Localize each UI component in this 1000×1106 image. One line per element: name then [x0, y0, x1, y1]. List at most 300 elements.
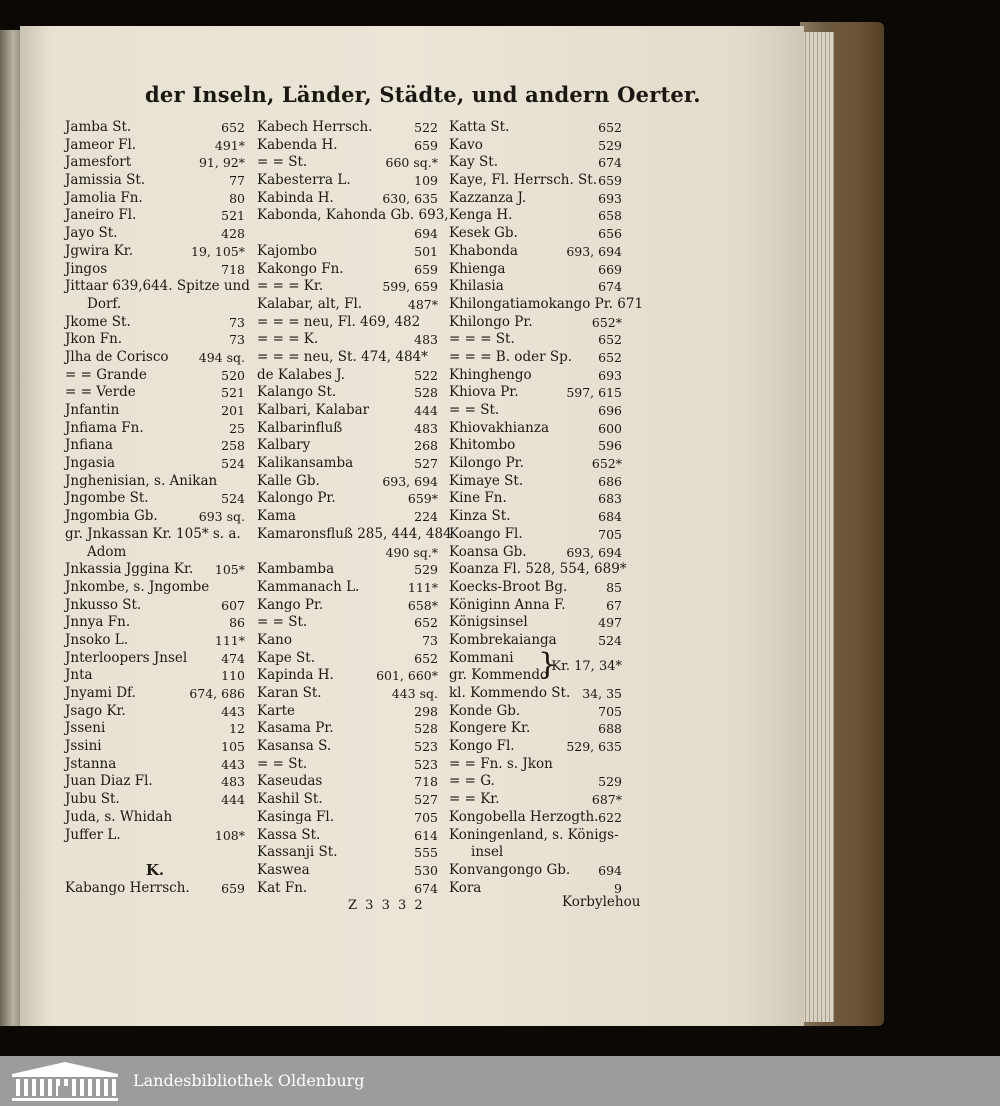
entry-page-ref: 524 [598, 632, 622, 648]
entry-term: Kombrekaianga [449, 631, 557, 648]
index-entry [65, 526, 245, 544]
index-entry [257, 827, 438, 845]
index-entry [65, 544, 245, 562]
index-entry [449, 314, 622, 332]
entry-term: Kashil St. [257, 791, 323, 808]
entry-page-ref: 444 [221, 792, 245, 808]
entry-term: Kano [257, 631, 292, 648]
entry-term: Kasama Pr. [257, 720, 334, 737]
index-entry [65, 331, 245, 349]
entry-term: Kazzanza J. [449, 189, 527, 206]
index-entry [449, 720, 622, 738]
index-entry [257, 508, 438, 526]
entry-term: Jnsoko L. [65, 631, 129, 648]
index-entry [449, 190, 622, 208]
index-entry [449, 632, 622, 650]
index-entry [257, 490, 438, 508]
index-entry [65, 738, 245, 756]
entry-page-ref: 652* [591, 314, 622, 330]
entry-term: Khiovakhianza [449, 419, 549, 436]
index-entry [65, 809, 245, 827]
entry-page-ref: 693, 694 [566, 243, 622, 259]
index-entry [257, 844, 438, 862]
entry-page-ref: 523 [414, 739, 438, 755]
library-building-icon[interactable] [8, 1060, 122, 1102]
entry-term: Kamaronsfluß 285, 444, 484 [257, 525, 452, 542]
index-entry [449, 261, 622, 279]
entry-term: Koango Fl. [449, 525, 523, 542]
entry-term: Jlha de Corisco [65, 348, 169, 365]
entry-page-ref: 73 [229, 332, 245, 348]
index-entry [449, 295, 644, 314]
entry-term: Kalbary [257, 437, 311, 454]
entry-term: Kora [449, 879, 482, 896]
entry-page-ref: 693 [598, 367, 622, 383]
entry-term: Kenga H. [449, 207, 513, 224]
entry-page-ref: 527 [414, 792, 438, 808]
index-entry [65, 207, 245, 225]
entry-term: Jingos [65, 260, 108, 277]
index-entry [257, 331, 438, 349]
entry-term: Kammanach L. [257, 578, 360, 595]
entry-term: = = = neu, St. 474, 484* [257, 348, 428, 365]
entry-term: Jnfiama Fn. [65, 419, 144, 436]
entry-page-ref: 105 [221, 739, 245, 755]
entry-page-ref: 73 [229, 314, 245, 330]
index-entry [65, 420, 245, 438]
index-entry [257, 384, 438, 402]
entry-page-ref: 600 [598, 420, 622, 436]
library-name[interactable]: Landesbibliothek Oldenburg [133, 1071, 365, 1090]
index-column-2 [257, 119, 452, 897]
entry-term: Kalbarinfluß [257, 419, 343, 436]
index-entry [257, 455, 438, 473]
index-entry [449, 172, 622, 190]
index-entry [65, 773, 245, 791]
entry-page-ref: 67 [606, 597, 622, 613]
index-entry [257, 402, 438, 420]
entry-page-ref: 86 [229, 615, 245, 631]
index-entry [449, 508, 622, 526]
index-entry [65, 703, 245, 721]
index-entry [257, 225, 438, 243]
entry-page-ref: 652 [598, 120, 622, 135]
entry-term: Kongere Kr. [449, 720, 531, 737]
entry-term: Kaseudas [257, 773, 323, 790]
entry-page-ref: 652 [221, 120, 245, 135]
entry-page-ref: 658* [407, 597, 438, 613]
index-entry [449, 437, 622, 455]
entry-page-ref: 674 [598, 279, 622, 295]
index-entry [65, 614, 245, 632]
index-entry [449, 455, 622, 473]
index-entry [65, 667, 245, 685]
entry-term: Jsago Kr. [65, 702, 126, 719]
entry-term: Jngombia Gb. [65, 508, 158, 525]
index-column-1 [65, 119, 250, 897]
entry-page-ref: 688 [598, 721, 622, 737]
entry-term: Kalbari, Kalabar [257, 402, 370, 418]
entry-term: Koecks-Broot Bg. [449, 578, 568, 595]
entry-page-ref: 693, 694 [566, 544, 622, 560]
entry-term: Kalongo Pr. [257, 490, 336, 507]
entry-page-ref: 718 [221, 261, 245, 277]
entry-term: = = Verde [65, 384, 136, 401]
entry-page-ref: 601, 660* [376, 668, 438, 684]
entry-page-ref: 474 [221, 650, 245, 666]
entry-term: Jnterloopers Jnsel [65, 649, 188, 666]
index-entry [65, 349, 245, 367]
entry-page-ref: 694 [414, 226, 438, 242]
entry-page-ref: 111* [407, 579, 438, 595]
entry-page-ref: 110 [221, 668, 245, 684]
index-entry [449, 331, 622, 349]
entry-page-ref: 73 [422, 632, 438, 648]
entry-term: gr. Jnkassan Kr. 105* s. a. [65, 525, 241, 542]
index-entry [65, 367, 245, 385]
index-entry [257, 314, 438, 332]
entry-page-ref: 111* [214, 632, 245, 648]
entry-page-ref: 428 [221, 226, 245, 242]
entry-term: Königsinsel [449, 614, 528, 631]
entry-term: Kasinga Fl. [257, 808, 335, 825]
index-entry [257, 420, 438, 438]
index-entry [449, 402, 622, 420]
entry-term: = = = B. oder Sp. [449, 348, 572, 365]
entry-page-ref: 258 [221, 438, 245, 454]
entry-term: Kavo [449, 136, 483, 153]
entry-page-ref: 652 [414, 615, 438, 631]
entry-term: Jubu St. [65, 791, 120, 808]
index-entry [449, 773, 622, 791]
entry-page-ref: 521 [221, 208, 245, 224]
entry-page-ref: 684 [598, 509, 622, 525]
entry-page-ref: 524 [221, 456, 245, 472]
index-entry [449, 844, 622, 862]
index-entry [449, 384, 622, 402]
entry-page-ref: 652 [598, 349, 622, 365]
entry-page-ref: 105* [214, 562, 245, 578]
signature-mark: Z 3 3 3 2 [348, 898, 425, 913]
entry-page-ref: 522 [414, 367, 438, 383]
entry-page-ref: 524 [221, 491, 245, 507]
index-entry [65, 384, 245, 402]
entry-page-ref: 12 [229, 721, 245, 737]
entry-term: Khabonda [449, 242, 518, 259]
entry-page-ref: 528 [414, 385, 438, 401]
entry-page-ref: 224 [414, 509, 438, 525]
entry-page-ref: 268 [414, 438, 438, 454]
index-entry [65, 597, 245, 615]
entry-page-ref: 630, 635 [382, 190, 438, 206]
index-entry [65, 862, 245, 880]
entry-term: Khilasia [449, 278, 504, 295]
entry-term: Kapinda H. [257, 667, 334, 684]
index-entry [449, 119, 622, 137]
entry-page-ref: 487* [407, 296, 438, 312]
entry-page-ref: 490 sq.* [385, 544, 438, 560]
entry-page-ref: 652 [414, 650, 438, 666]
index-entry [257, 154, 438, 172]
entry-term: Kesek Gb. [449, 225, 518, 242]
entry-term: Kine Fn. [449, 490, 507, 507]
index-entry [257, 190, 438, 208]
index-entry [257, 614, 438, 632]
brace-term-2: gr. Kommendo [449, 667, 549, 684]
index-entry [65, 632, 245, 650]
index-entry [65, 243, 245, 261]
entry-page-ref: 522 [414, 120, 438, 135]
index-entry [449, 791, 622, 809]
entry-term: Adom [87, 543, 127, 560]
entry-term: Jnnya Fn. [65, 614, 131, 631]
entry-page-ref: 527 [414, 456, 438, 472]
index-entry [257, 349, 438, 367]
index-entry [257, 773, 438, 791]
index-entry [65, 455, 245, 473]
entry-page-ref: 705 [598, 526, 622, 542]
entry-term: Juffer L. [65, 826, 121, 843]
entry-term: Kambamba [257, 561, 335, 578]
entry-term: Khinghengo [449, 366, 532, 383]
entry-page-ref: 483 [414, 420, 438, 436]
index-entry [65, 720, 245, 738]
index-entry [449, 827, 622, 845]
entry-page-ref: 483 [221, 774, 245, 790]
brace-page-ref: Kr. 17, 34* [551, 658, 622, 674]
index-entry [257, 862, 438, 880]
index-entry [257, 119, 438, 137]
entry-page-ref: 529 [414, 562, 438, 578]
entry-term: Kongo Fl. [449, 738, 515, 755]
index-entry [257, 544, 438, 562]
index-entry [449, 367, 622, 385]
entry-page-ref: 201 [221, 403, 245, 418]
entry-page-ref: 530 [414, 862, 438, 878]
index-entry [65, 172, 245, 190]
entry-page-ref: 529 [598, 137, 622, 153]
index-entry [257, 650, 438, 668]
entry-term: Karte [257, 702, 296, 719]
entry-page-ref: 491* [214, 137, 245, 153]
entry-term: Jkome St. [65, 313, 131, 330]
entry-term: = = G. [449, 773, 495, 790]
entry-term: Koanza Fl. 528, 554, 689* [449, 561, 627, 578]
entry-page-ref: 109 [414, 173, 438, 189]
entry-term: Jngombe St. [65, 490, 149, 507]
entry-term: insel [471, 844, 504, 861]
entry-page-ref: 599, 659 [382, 279, 438, 295]
index-entry [65, 278, 250, 296]
entry-page-ref: 614 [414, 827, 438, 843]
entry-term: Kabenda H. [257, 136, 338, 153]
entry-page-ref: 696 [598, 403, 622, 418]
entry-page-ref: 607 [221, 597, 245, 613]
entry-term: Kasansa S. [257, 738, 332, 755]
entry-term: = = = neu, Fl. 469, 482 [257, 313, 421, 330]
brace-term-1: Kommani [449, 649, 514, 666]
index-entry [257, 207, 449, 225]
entry-term: Jsseni [65, 720, 106, 737]
entry-term: Jgwira Kr. [65, 242, 134, 259]
entry-page-ref: 494 sq. [198, 349, 245, 365]
index-entry [65, 791, 245, 809]
entry-term: de Kalabes J. [257, 366, 345, 383]
entry-page-ref: 497 [598, 615, 622, 631]
entry-term: Konde Gb. [449, 702, 521, 719]
entry-page-ref: 77 [229, 173, 245, 189]
index-entry [449, 137, 622, 155]
index-entry [65, 880, 245, 898]
index-entry [257, 243, 438, 261]
entry-term: Koningenland, s. Königs- [449, 826, 619, 843]
entry-term: Kakongo Fn. [257, 260, 344, 277]
entry-term: Jstanna [65, 755, 117, 772]
entry-term: Jkon Fn. [65, 331, 123, 348]
index-entry [257, 756, 438, 774]
index-entry [449, 579, 622, 597]
index-entry [257, 685, 438, 703]
index-entry [449, 544, 622, 562]
entry-page-ref: 659 [598, 173, 622, 189]
entry-page-ref: 705 [414, 809, 438, 825]
index-entry [65, 137, 245, 155]
entry-page-ref: 9 [614, 880, 622, 896]
entry-term: Jittaar 639,644. Spitze und [65, 278, 250, 295]
catchword: Korbylehou [562, 894, 641, 910]
entry-page-ref: 674, 686 [189, 686, 245, 701]
entry-page-ref: 669 [598, 261, 622, 277]
entry-term: Kape St. [257, 649, 316, 666]
index-entry [65, 844, 245, 862]
entry-page-ref: 80 [229, 190, 245, 206]
index-entry [65, 561, 245, 579]
entry-page-ref: 19, 105* [191, 243, 245, 259]
index-entry [257, 437, 438, 455]
entry-page-ref: 528 [414, 721, 438, 737]
index-entry [65, 437, 245, 455]
entry-term: Kabech Herrsch. [257, 119, 373, 135]
entry-term: Juan Diaz Fl. [65, 773, 153, 790]
entry-term: Jnta [65, 667, 93, 684]
entry-page-ref: 693, 694 [382, 473, 438, 489]
index-entry [449, 243, 622, 261]
index-entry [449, 703, 622, 721]
entry-page-ref: 298 [414, 703, 438, 719]
index-entry [257, 172, 438, 190]
entry-page-ref: 694 [598, 862, 622, 878]
entry-term: = = = K. [257, 331, 319, 348]
index-entry [65, 579, 245, 597]
entry-term: Khilongatiamokango Pr. 671 [449, 295, 644, 312]
entry-term: = = St. [449, 402, 500, 418]
index-entry [65, 119, 245, 137]
entry-term: = = Fn. s. Jkon [449, 755, 553, 772]
index-entry [449, 473, 622, 491]
index-entry [257, 809, 438, 827]
index-entry [257, 367, 438, 385]
index-entry [449, 420, 622, 438]
entry-term: Kajombo [257, 242, 318, 259]
entry-term: Jnkombe, s. Jngombe [65, 578, 210, 595]
entry-page-ref: 658 [598, 208, 622, 224]
entry-term: Kabesterra L. [257, 172, 351, 189]
entry-page-ref: 660 sq.* [385, 155, 438, 171]
entry-term: Jnyami Df. [65, 685, 136, 701]
index-entry [65, 490, 245, 508]
entry-page-ref: 483 [414, 332, 438, 348]
entry-term: kl. Kommendo St. [449, 685, 571, 702]
index-entry [65, 473, 245, 491]
index-entry [257, 597, 438, 615]
entry-term: Jamissia St. [65, 172, 146, 189]
index-entry [65, 402, 245, 420]
entry-term: Kaswea [257, 861, 310, 878]
entry-page-ref: 674 [414, 880, 438, 896]
entry-term: = = St. [257, 154, 308, 171]
index-entry [257, 720, 438, 738]
index-entry [65, 827, 245, 845]
index-entry [257, 561, 438, 579]
entry-page-ref: 25 [229, 420, 245, 436]
index-entry [449, 862, 622, 880]
index-entry [449, 207, 622, 225]
entry-term: Khiova Pr. [449, 384, 519, 401]
entry-page-ref: 596 [598, 438, 622, 454]
index-entry [449, 561, 627, 579]
index-entry [65, 154, 245, 172]
entry-term: Jamba St. [65, 119, 132, 135]
index-entry [449, 154, 622, 172]
entry-page-ref: 521 [221, 385, 245, 401]
entry-term: Kongobella Herzogth. [449, 808, 599, 825]
index-entry [449, 225, 622, 243]
entry-page-ref: 686 [598, 473, 622, 489]
index-entry [449, 809, 622, 827]
entry-term: = = Kr. [449, 791, 500, 808]
index-entry [449, 614, 622, 632]
entry-page-ref: 85 [606, 579, 622, 595]
entry-term: Juda, s. Whidah [65, 808, 173, 825]
index-entry [65, 685, 245, 703]
entry-term: = = = Kr. [257, 278, 324, 295]
index-entry [257, 791, 438, 809]
index-entry [65, 296, 245, 314]
entry-term: Jnkassia Jggina Kr. [65, 561, 194, 578]
entry-page-ref: 659 [221, 880, 245, 896]
right-brace-icon: } [538, 646, 558, 682]
index-entry [449, 738, 622, 756]
entry-page-ref: 687* [591, 792, 622, 808]
entry-page-ref: 108* [214, 827, 245, 843]
entry-page-ref: 674 [598, 155, 622, 171]
entry-term: Königinn Anna F. [449, 596, 566, 613]
entry-page-ref: 705 [598, 703, 622, 719]
entry-term: Kalle Gb. [257, 472, 320, 489]
entry-term: Kassanji St. [257, 844, 338, 861]
entry-term: Kassa St. [257, 826, 321, 843]
entry-term: Jamesfort [65, 154, 132, 171]
entry-term: Kalikansamba [257, 455, 354, 472]
entry-page-ref: 659 [414, 261, 438, 277]
entry-term: Kilongo Pr. [449, 455, 524, 472]
entry-page-ref: 597, 615 [566, 385, 622, 401]
footer-bar [0, 1056, 1000, 1106]
entry-term: = = Grande [65, 366, 147, 383]
running-title: der Inseln, Länder, Städte, und andern Oerter. [145, 82, 701, 107]
entry-term: Konvangongo Gb. [449, 861, 571, 878]
entry-page-ref: 501 [414, 243, 438, 259]
